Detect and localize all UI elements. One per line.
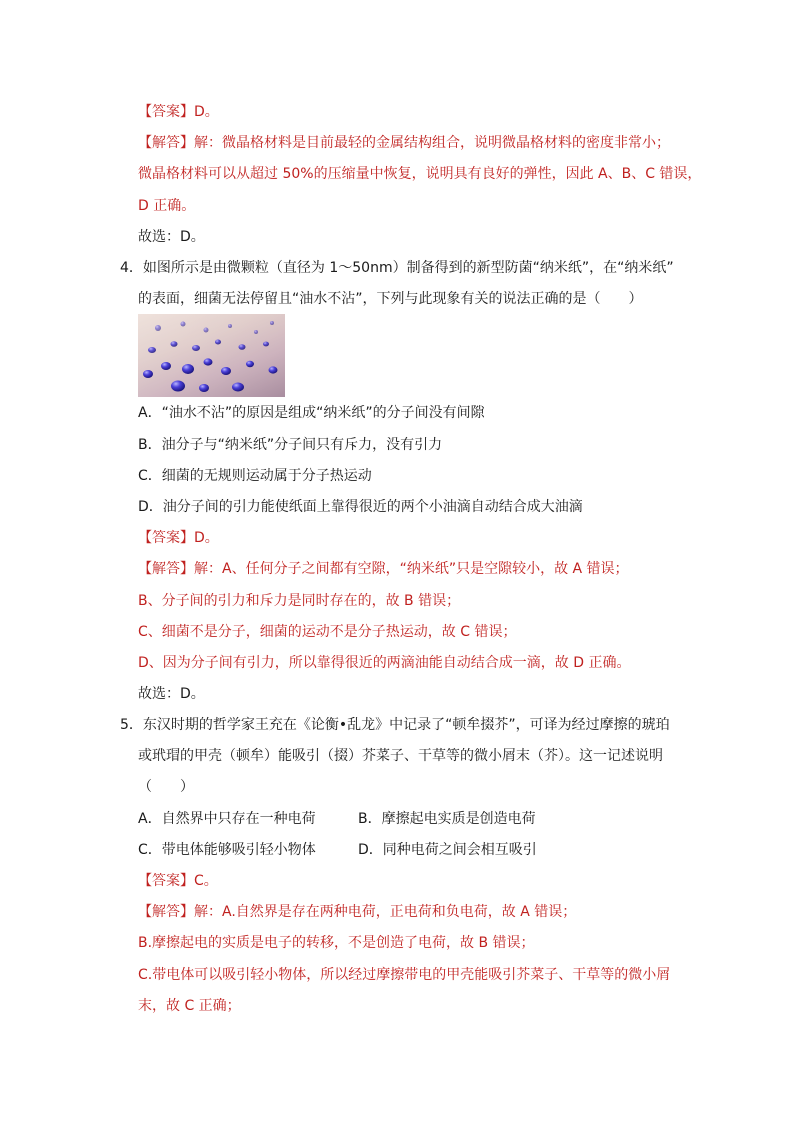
q5-answer-tag: 【答案】: [138, 873, 194, 889]
q3-choose: 故选：D。: [138, 229, 205, 245]
q5-option-c: C．带电体能够吸引轻小物体: [138, 842, 316, 858]
q5-analysis-tag: 【解答】: [138, 904, 194, 920]
q5-analysis-line-2: B.摩擦起电的实质是电子的转移，不是创造了电荷，故 B 错误；: [138, 935, 535, 951]
nano-paper-droplets-photo: [138, 314, 285, 397]
q4-answer-tag: 【答案】: [138, 530, 194, 546]
q5-option-d: D．同种电荷之间会相互吸引: [358, 842, 537, 858]
q4-option-b: B．油分子与“纳米纸”分子间只有斥力，没有引力: [138, 437, 443, 453]
q5-stem-line-1: 5．东汉时期的哲学家王充在《论衡•乱龙》中记录了“顿牟掇芥”，可译为经过摩擦的琥珀: [120, 717, 670, 733]
q5-analysis-line-1: [138, 903, 576, 921]
q4-stem-line-1: 4．如图所示是由微颗粒（直径为 1～50nm）制备得到的新型防菌“纳米纸”，在“纳米纸”: [120, 260, 674, 276]
q5-analysis-text-1: 解：A.自然界是存在两种电荷，正电荷和负电荷，故 A 错误；: [194, 904, 577, 920]
q4-analysis-line-2: B、分子间的引力和斥力是同时存在的，故 B 错误；: [138, 593, 461, 609]
q3-answer-value: D。: [194, 104, 219, 120]
q5-analysis-line-3: C.带电体可以吸引轻小物体，所以经过摩擦带电的甲壳能吸引芥菜子、干草等的微小屑: [138, 967, 671, 983]
q4-choose: 故选：D。: [138, 686, 205, 702]
q5-answer: [138, 872, 218, 890]
q3-analysis-text-1: 解：微晶格材料是目前最轻的金属结构组合，说明微晶格材料的密度非常小；: [194, 135, 670, 151]
q4-stem-line-2: 的表面，细菌无法停留且“油水不沾”，下列与此现象有关的说法正确的是（ ）: [138, 291, 643, 307]
q3-analysis-line-2: 微晶格材料可以从超过 50%的压缩量中恢复，说明具有良好的弹性，因此 A、B、C 错误，: [138, 166, 702, 182]
q5-analysis-line-4: 末，故 C 正确；: [138, 998, 241, 1014]
q3-analysis-tag: 【解答】: [138, 135, 194, 151]
q4-answer: [138, 529, 219, 547]
q4-answer-value: D。: [194, 530, 219, 546]
q4-analysis-line-1: [138, 560, 629, 578]
q3-analysis-line-3: D 正确。: [138, 198, 196, 214]
q3-answer-tag: 【答案】: [138, 104, 194, 120]
q4-option-a: A．“油水不沾”的原因是组成“纳米纸”的分子间没有间隙: [138, 405, 485, 421]
droplets-illustration: [138, 314, 285, 397]
q4-option-c: C．细菌的无规则运动属于分子热运动: [138, 468, 372, 484]
q5-stem-line-3: （ ）: [138, 779, 194, 795]
q3-analysis-line-1: [138, 134, 670, 152]
q4-analysis-line-3: C、细菌不是分子，细菌的运动不是分子热运动，故 C 错误；: [138, 624, 517, 640]
q4-analysis-line-4: D、因为分子间有引力，所以靠得很近的两滴油能自动结合成一滴，故 D 正确。: [138, 655, 631, 671]
q3-answer: [138, 103, 219, 121]
q5-answer-value: C。: [194, 873, 218, 889]
q4-option-d: D．油分子间的引力能使纸面上靠得很近的两个小油滴自动结合成大油滴: [138, 499, 583, 515]
q5-option-b: B．摩擦起电实质是创造电荷: [358, 811, 536, 827]
q4-analysis-tag: 【解答】: [138, 561, 194, 577]
q5-option-a: A．自然界中只存在一种电荷: [138, 811, 316, 827]
q5-stem-line-2: 或玳瑁的甲壳（顿牟）能吸引（掇）芥菜子、干草等的微小屑末（芥）。这一记述说明: [138, 748, 663, 764]
q4-analysis-text-1: 解：A、任何分子之间都有空隙，“纳米纸”只是空隙较小，故 A 错误；: [194, 561, 629, 577]
